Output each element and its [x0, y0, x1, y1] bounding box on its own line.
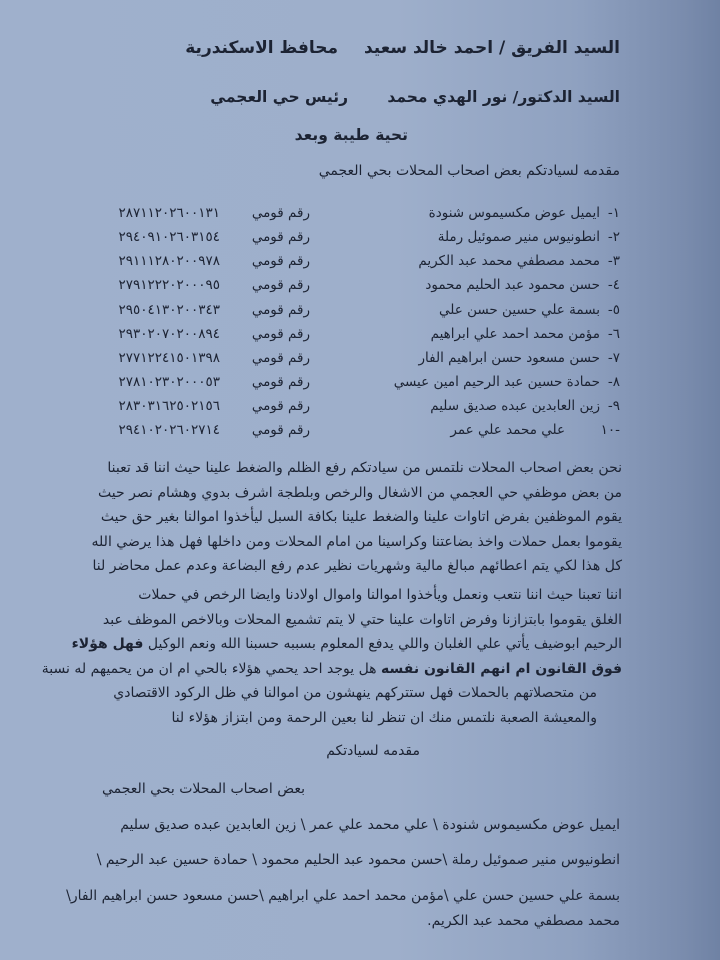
owner-name: حمادة حسين عبد الرحيم امين عيسي	[393, 374, 600, 390]
national-id-label: رقم قومي	[251, 350, 310, 366]
national-id-value: ٢٨٣٠٣١٦٢٥٠٢١٥٦	[118, 398, 220, 414]
item-number: ٣-	[607, 253, 620, 269]
owner-name: ايميل عوض مكسيموس شنودة	[428, 205, 600, 221]
greeting: تحية طيبة وبعد	[294, 126, 408, 144]
national-id-value: ٢٩٤٠٩١٠٢٦٠٣١٥٤	[118, 229, 220, 245]
list-item	[20, 277, 620, 299]
national-id-value: ٢٩٥٠٤١٣٠٢٠٠٣٤٣	[118, 302, 220, 318]
list-item	[20, 350, 620, 372]
paragraph-line: الغلق يقوموا بابتزازنا وفرض اتاوات علينا حتي لا يتم تشميع المحلات وبالاخص الموظف عبد	[102, 611, 622, 628]
district-chief-title: السيد الدكتور/ نور الهدي محمد	[387, 88, 620, 106]
item-number: ٥-	[607, 302, 620, 318]
national-id-label: رقم قومي	[251, 398, 310, 414]
national-id-value: ٢٧٧١٢٢٤١٥٠١٣٩٨	[118, 350, 220, 366]
item-number: ٩-	[607, 398, 620, 414]
item-number: ٦-	[607, 326, 620, 342]
owner-name: حسن محمود عبد الحليم محمود	[425, 277, 600, 293]
item-number: ١-	[607, 205, 620, 221]
national-id-label: رقم قومي	[251, 422, 310, 438]
complaint-paragraph-1	[2, 456, 622, 579]
signature-line: ايميل عوض مكسيموس شنودة \ علي محمد علي عمر \ زين العابدين عبده صديق سليم	[120, 817, 620, 833]
item-number: -١٠	[600, 422, 620, 438]
list-item	[20, 229, 620, 251]
closing-group: بعض اصحاب المحلات بحي العجمي	[102, 781, 305, 797]
national-id-value: ٢٧٨١٠٢٣٠٢٠٠٠٥٣	[118, 374, 220, 390]
paragraph-line: والمعيشة الصعبة نلتمس منك ان تنظر لنا بعين الرحمة ومن ابتزاز هؤلاء لنا	[171, 709, 597, 726]
owner-name: بسمة علي حسين حسن علي	[439, 302, 600, 318]
owner-name: زين العابدين عبده صديق سليم	[430, 398, 600, 414]
national-id-label: رقم قومي	[251, 277, 310, 293]
owner-name: مؤمن محمد احمد علي ابراهيم	[430, 326, 600, 342]
emphasized-question: فهل هؤلاء	[71, 636, 144, 652]
item-number: ٧-	[607, 350, 620, 366]
owner-name: محمد مصطفي محمد عبد الكريم	[418, 253, 600, 269]
paragraph-text: هل يوجد احد يحمي هؤلاء بالحي ام ان من يحميهم له نسبة	[41, 660, 382, 677]
owner-name: علي محمد علي عمر	[450, 422, 565, 438]
paragraph-line	[2, 632, 622, 657]
list-item	[20, 398, 620, 420]
national-id-value: ٢٧٩١٢٢٢٠٢٠٠٠٩٥	[118, 277, 220, 293]
owner-name: حسن مسعود حسن ابراهيم الفار	[418, 350, 600, 366]
item-number: ٢-	[607, 229, 620, 245]
owner-name: انطونيوس منير صموئيل رملة	[437, 229, 600, 245]
list-item	[20, 422, 620, 444]
emphasized-question: فوق القانون ام انهم القانون نفسه	[381, 660, 622, 677]
paragraph-line: كل هذا لكي يتم اعطائهم مبالغ مالية وشهريات نظير عدم رفع البضاعة وعدم عمل محاضر لنا	[92, 558, 622, 574]
national-id-value: ٢٩١١١٢٨٠٢٠٠٩٧٨	[118, 253, 220, 269]
paragraph-line: نحن بعض اصحاب المحلات نلتمس من سيادتكم رفع الظلم والضغط علينا حيث اننا قد تعبنا	[107, 460, 622, 476]
national-id-value: ٢٩٣٠٢٠٧٠٢٠٠٨٩٤	[118, 326, 220, 342]
paragraph-line: اننا تعبنا حيث اننا نتعب ونعمل ويأخذوا اموالنا واموال اولادنا وايضا الرخص في حملات	[138, 587, 622, 603]
national-id-label: رقم قومي	[251, 302, 310, 318]
national-id-label: رقم قومي	[251, 253, 310, 269]
list-item	[20, 205, 620, 227]
national-id-label: رقم قومي	[251, 229, 310, 245]
national-id-value: ٢٨٧١١٢٠٢٦٠٠١٣١	[118, 205, 220, 221]
national-id-label: رقم قومي	[251, 326, 310, 342]
national-id-label: رقم قومي	[251, 205, 310, 221]
list-item	[20, 253, 620, 275]
national-id-value: ٢٩٤١٠٢٠٢٦٠٢٧١٤	[118, 422, 220, 438]
signature-line: محمد مصطفي محمد عبد الكريم.	[427, 913, 620, 929]
signature-line: بسمة علي حسين حسن علي \مؤمن محمد احمد علي ابراهيم \حسن مسعود حسن ابراهيم الفار\	[66, 888, 620, 904]
item-number: ٤-	[607, 277, 620, 293]
intro-line: مقدمه لسيادتكم بعض اصحاب المحلات بحي العجمي	[318, 163, 620, 179]
paragraph-line	[2, 657, 622, 682]
list-item	[20, 374, 620, 396]
closing-label: مقدمه لسيادتكم	[326, 743, 420, 759]
governor-title: السيد الفريق / احمد خالد سعيد	[363, 38, 620, 58]
paragraph-line: يقوم الموظفين بفرض اتاوات علينا والضغط علينا بكافة السبل ليأخذوا اموالنا بغير حق حيث	[100, 509, 622, 525]
paragraph-line: من متحصلاتهم بالحملات فهل ستتركهم ينهشون من اموالنا في ظل الركود الاقتصادي	[113, 685, 597, 701]
national-id-label: رقم قومي	[251, 374, 310, 390]
governor-role: محافظ الاسكندرية	[185, 38, 338, 58]
paragraph-line: يقوموا بعمل حملات واخذ بضاعتنا وكراسينا من امام المحلات ومن داخلها فهل هذا يرضي الله	[91, 533, 622, 550]
item-number: ٨-	[607, 374, 620, 390]
paragraph-line: من بعض موظفي حي العجمي من الاشغال والرخص وبلطجة اشرف بدوي وهشام نصر حيث	[98, 484, 622, 501]
complaint-paragraph-2	[2, 583, 622, 730]
paragraph-text: الرحيم ابوضيف يأتي علي الغلبان واللي يدفع المعلوم بسببه حسبنا الله ونعم الوكيل	[143, 636, 622, 652]
signature-line: انطونيوس منير صموئيل رملة \حسن محمود عبد الحليم محمود \ حمادة حسين عبد الرحيم \	[96, 852, 620, 868]
district-chief-role: رئيس حي العجمي	[210, 88, 348, 106]
list-item	[20, 302, 620, 324]
list-item	[20, 326, 620, 348]
